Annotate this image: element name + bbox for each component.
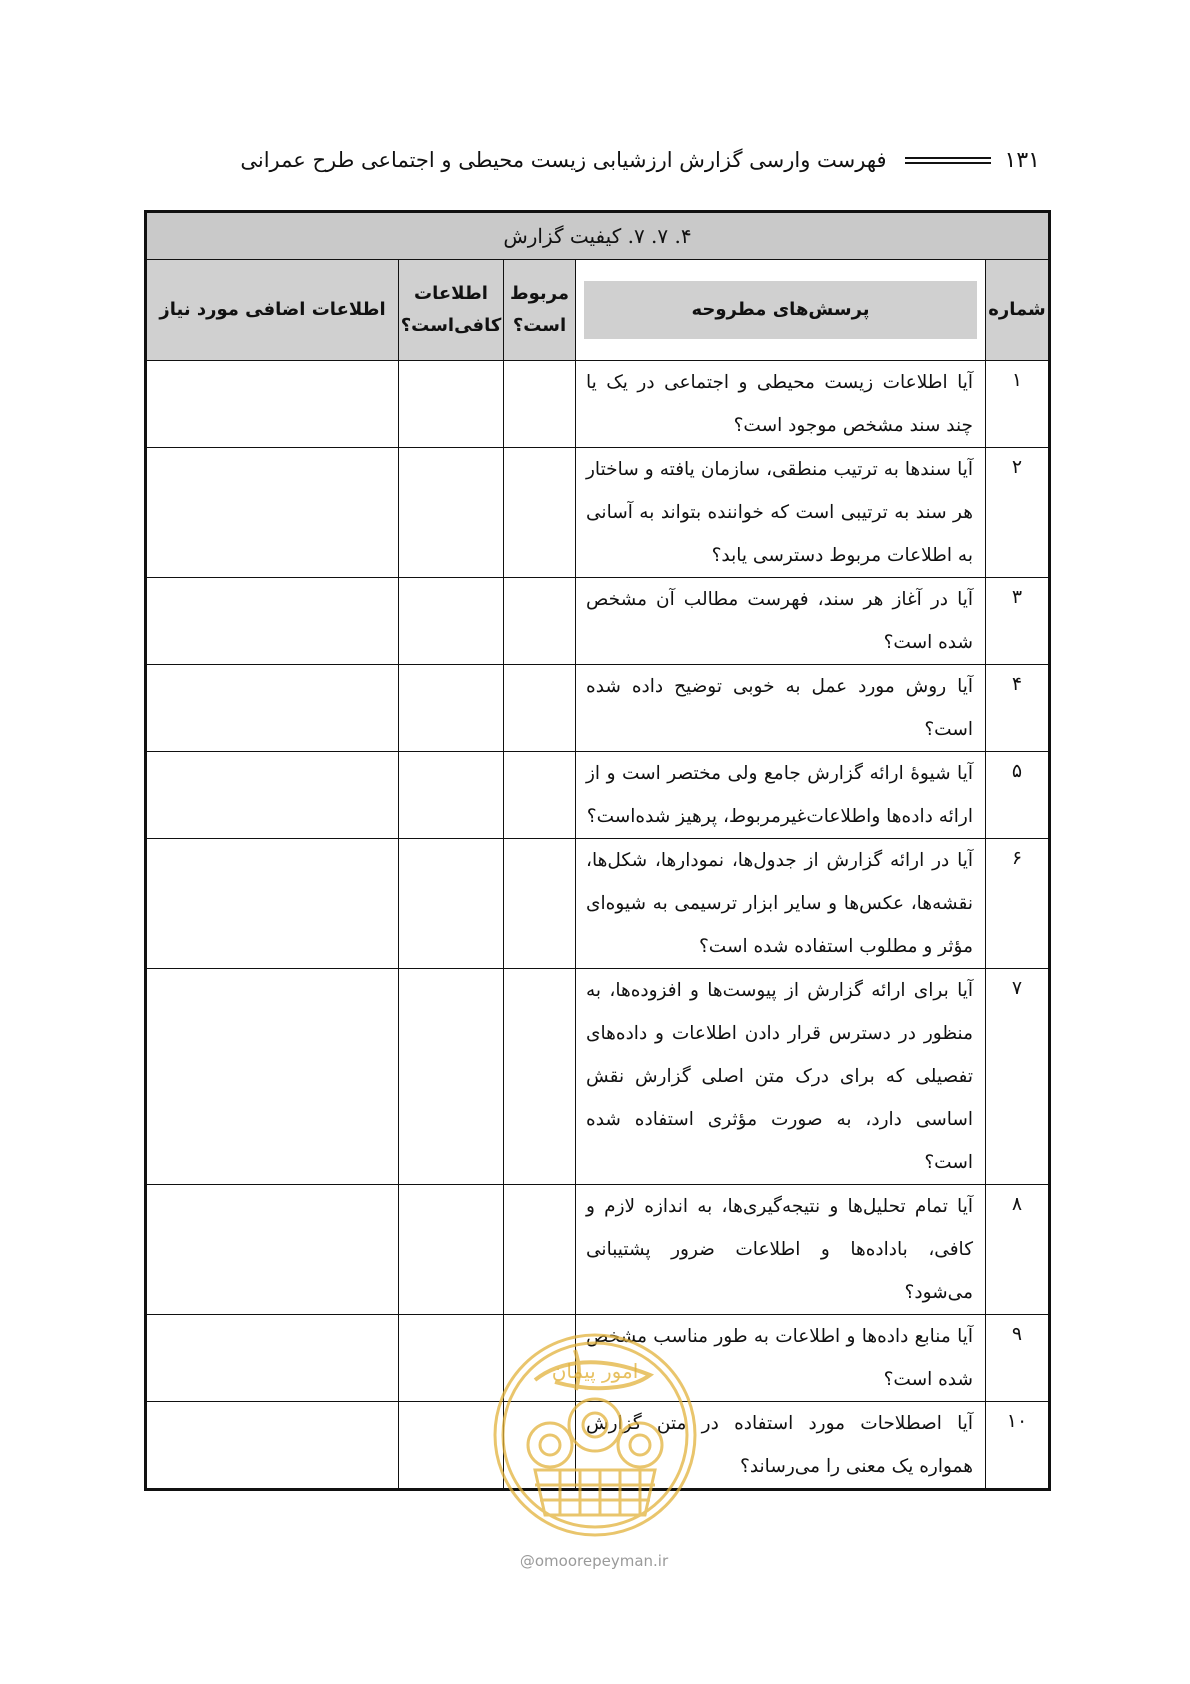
row-number: ۸: [986, 1185, 1050, 1315]
page-title: فهرست وارسی گزارش ارزشیابی زیست محیطی و اجتماعی طرح عمرانی: [240, 148, 887, 172]
row-question: آیا روش مورد عمل به خوبی توضیح داده شده است؟: [576, 665, 986, 752]
watermark-caption: @omoorepeyman.ir: [519, 1552, 669, 1570]
row-number: ۵: [986, 752, 1050, 839]
row-sufficient-cell[interactable]: [399, 839, 504, 969]
row-extra-info-cell[interactable]: [146, 969, 399, 1185]
table-row: [146, 448, 1050, 578]
row-relevant-cell[interactable]: [504, 578, 576, 665]
row-question: آیا در آغاز هر سند، فهرست مطالب آن مشخص شده است؟: [576, 578, 986, 665]
page-number: ۱۳۱: [1004, 147, 1040, 173]
row-question: آیا در ارائه گزارش از جدول‌ها، نمودارها، شکل‌ها، نقشه‌ها، عکس‌ها و سایر ابزار ترسیمی به شیوه‌ای مؤثر و مطلوب استفاده شده است؟: [576, 839, 986, 969]
row-relevant-cell[interactable]: [504, 361, 576, 448]
row-number: ۱: [986, 361, 1050, 448]
column-header-sufficient-line1: اطلاعات: [414, 283, 488, 304]
column-header-question-label: پرسش‌های مطروحه: [584, 281, 977, 339]
row-question: آیا تمام تحلیل‌ها و نتیجه‌گیری‌ها، به اندازه لازم و کافی، باداده‌ها و اطلاعات ضرور پشتیبانی می‌شود؟: [576, 1185, 986, 1315]
row-sufficient-cell[interactable]: [399, 1185, 504, 1315]
row-number: ۷: [986, 969, 1050, 1185]
row-sufficient-cell[interactable]: [399, 969, 504, 1185]
row-number: ۱۰: [986, 1402, 1050, 1490]
row-sufficient-cell[interactable]: [399, 361, 504, 448]
row-sufficient-cell[interactable]: [399, 448, 504, 578]
row-number: ۴: [986, 665, 1050, 752]
row-number: ۹: [986, 1315, 1050, 1402]
row-relevant-cell[interactable]: [504, 665, 576, 752]
row-extra-info-cell[interactable]: [146, 448, 399, 578]
row-question: آیا منابع داده‌ها و اطلاعات به طور مناسب مشخص شده است؟: [576, 1315, 986, 1402]
row-extra-info-cell[interactable]: [146, 1315, 399, 1402]
table-row: [146, 665, 1050, 752]
row-extra-info-cell[interactable]: [146, 1402, 399, 1490]
section-title: ۴. ۷. ۷. کیفیت گزارش: [146, 212, 1050, 260]
row-extra-info-cell[interactable]: [146, 1185, 399, 1315]
column-header-relevant-line2: است؟: [512, 315, 567, 336]
checklist-table: [144, 210, 1051, 1491]
row-relevant-cell[interactable]: [504, 448, 576, 578]
table-row: [146, 578, 1050, 665]
row-relevant-cell[interactable]: [504, 1185, 576, 1315]
row-extra-info-cell[interactable]: [146, 752, 399, 839]
column-header-number: شماره: [986, 260, 1050, 361]
row-question: آیا اطلاعات زیست محیطی و اجتماعی در یک یا چند سند مشخص موجود است؟: [576, 361, 986, 448]
header-rule: [905, 157, 991, 164]
column-header-sufficient-line2: کافی‌است؟: [400, 315, 502, 336]
column-header-question: [576, 260, 986, 361]
column-header-relevant: [504, 260, 576, 361]
watermark-logo-text: امور پیمان: [551, 1359, 639, 1383]
table-row: [146, 839, 1050, 969]
watermark-logo-icon: [480, 1320, 710, 1550]
row-sufficient-cell[interactable]: [399, 752, 504, 839]
page-header: [180, 140, 1040, 180]
column-header-sufficient: [399, 260, 504, 361]
row-extra-info-cell[interactable]: [146, 665, 399, 752]
row-sufficient-cell[interactable]: [399, 578, 504, 665]
table-row: [146, 361, 1050, 448]
row-question: آیا سندها به ترتیب منطقی، سازمان یافته و ساختار هر سند به ترتیبی است که خواننده بتواند به آسانی به اطلاعات مربوط دسترسی یابد؟: [576, 448, 986, 578]
row-extra-info-cell[interactable]: [146, 361, 399, 448]
row-extra-info-cell[interactable]: [146, 578, 399, 665]
column-header-extra-info: اطلاعات اضافی مورد نیاز: [146, 260, 399, 361]
table-row: [146, 969, 1050, 1185]
row-question: آیا برای ارائه گزارش از پیوست‌ها و افزوده‌ها، به منظور در دسترس قرار دادن اطلاعات و داده‌های تفصیلی که برای درک متن اصلی گزارش نقش اساسی دارد، به صورت مؤثری استفاده شده است؟: [576, 969, 986, 1185]
row-relevant-cell[interactable]: [504, 839, 576, 969]
row-number: ۲: [986, 448, 1050, 578]
row-number: ۶: [986, 839, 1050, 969]
table-row: [146, 752, 1050, 839]
row-sufficient-cell[interactable]: [399, 665, 504, 752]
row-extra-info-cell[interactable]: [146, 839, 399, 969]
row-question: آیا اصطلاحات مورد استفاده در متن گزارش همواره یک معنی را می‌رساند؟: [576, 1402, 986, 1490]
row-relevant-cell[interactable]: [504, 752, 576, 839]
row-number: ۳: [986, 578, 1050, 665]
row-question: آیا شیوهٔ ارائه گزارش جامع ولی مختصر است و از ارائه داده‌ها واطلاعات‌غیرمربوط، پرهیز شده‌است؟: [576, 752, 986, 839]
table-row: [146, 1185, 1050, 1315]
row-relevant-cell[interactable]: [504, 969, 576, 1185]
column-header-relevant-line1: مربوط: [509, 283, 570, 304]
table-header-row: [146, 260, 1050, 361]
